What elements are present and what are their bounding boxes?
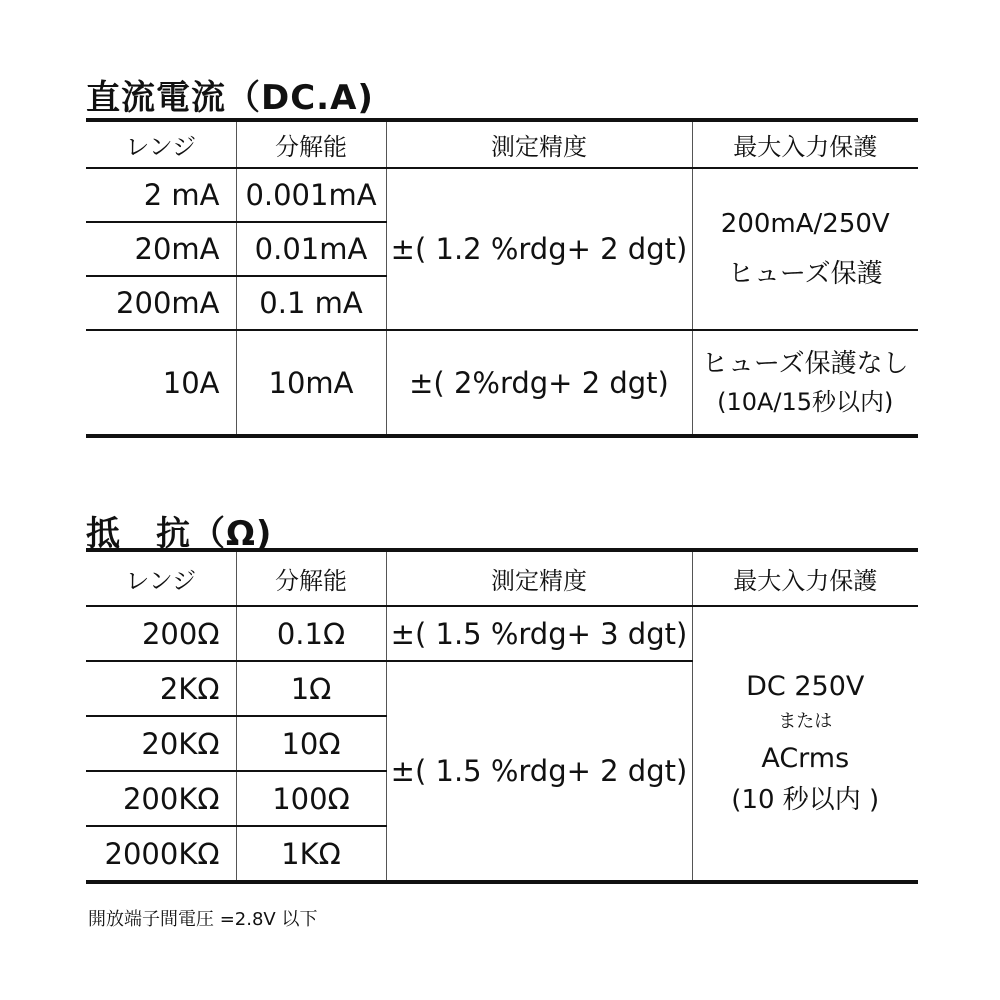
- res-protection-line: または: [778, 711, 833, 733]
- dc-header-accuracy: 測定精度: [386, 120, 692, 168]
- dc-protection-line: 200mA/250V: [720, 208, 890, 239]
- dc-header-range: レンジ: [86, 120, 236, 168]
- dc-current-table: [86, 118, 918, 438]
- dc-protection-group1: [692, 168, 918, 330]
- res-accuracy-group1: ±( 1.5 %rdg+ 3 dgt): [386, 606, 692, 661]
- table-row: [86, 168, 918, 222]
- dc-protection-line: (10A/15秒以内): [717, 388, 894, 416]
- dc-range-cell: 10A: [86, 330, 236, 436]
- res-range-cell: 20KΩ: [86, 716, 236, 771]
- table-row: [86, 330, 918, 436]
- dc-protection-line: ヒューズ保護なし: [701, 349, 909, 379]
- res-accuracy-group2: ±( 1.5 %rdg+ 2 dgt): [386, 661, 692, 882]
- dc-resolution-cell: 0.001mA: [236, 168, 386, 222]
- resistance-table: [86, 548, 918, 884]
- res-range-cell: 200Ω: [86, 606, 236, 661]
- res-header-accuracy: 測定精度: [386, 550, 692, 606]
- res-range-cell: 2000KΩ: [86, 826, 236, 882]
- dc-protection-group2: [692, 330, 918, 436]
- res-protection-line: (10 秒以内 ): [731, 785, 880, 816]
- res-protection: [692, 606, 918, 882]
- res-resolution-cell: 10Ω: [236, 716, 386, 771]
- dc-resolution-cell: 10mA: [236, 330, 386, 436]
- res-resolution-cell: 0.1Ω: [236, 606, 386, 661]
- dc-range-cell: 2 mA: [86, 168, 236, 222]
- table-row: [86, 606, 918, 661]
- resistance-title: 抵 抗（Ω): [86, 514, 273, 554]
- dc-accuracy-group2: ±( 2%rdg+ 2 dgt): [386, 330, 692, 436]
- dc-header-protection: 最大入力保護: [692, 120, 918, 168]
- dc-protection-line: ヒューズ保護: [727, 259, 883, 289]
- dc-header-resolution: 分解能: [236, 120, 386, 168]
- dc-accuracy-group1: ±( 1.2 %rdg+ 2 dgt): [386, 168, 692, 330]
- res-resolution-cell: 1KΩ: [236, 826, 386, 882]
- dc-current-title: 直流電流（DC.A): [86, 78, 374, 118]
- res-resolution-cell: 100Ω: [236, 771, 386, 826]
- dc-resolution-cell: 0.1 mA: [236, 276, 386, 330]
- res-header-protection: 最大入力保護: [692, 550, 918, 606]
- res-header-range: レンジ: [86, 550, 236, 606]
- res-protection-line: DC 250V: [746, 671, 865, 703]
- res-resolution-cell: 1Ω: [236, 661, 386, 716]
- dc-range-cell: 200mA: [86, 276, 236, 330]
- dc-range-cell: 20mA: [86, 222, 236, 276]
- res-range-cell: 200KΩ: [86, 771, 236, 826]
- res-range-cell: 2KΩ: [86, 661, 236, 716]
- resistance-footnote: 開放端子間電圧 =2.8V 以下: [88, 909, 318, 930]
- dc-resolution-cell: 0.01mA: [236, 222, 386, 276]
- res-header-resolution: 分解能: [236, 550, 386, 606]
- res-protection-line: ACrms: [761, 743, 850, 775]
